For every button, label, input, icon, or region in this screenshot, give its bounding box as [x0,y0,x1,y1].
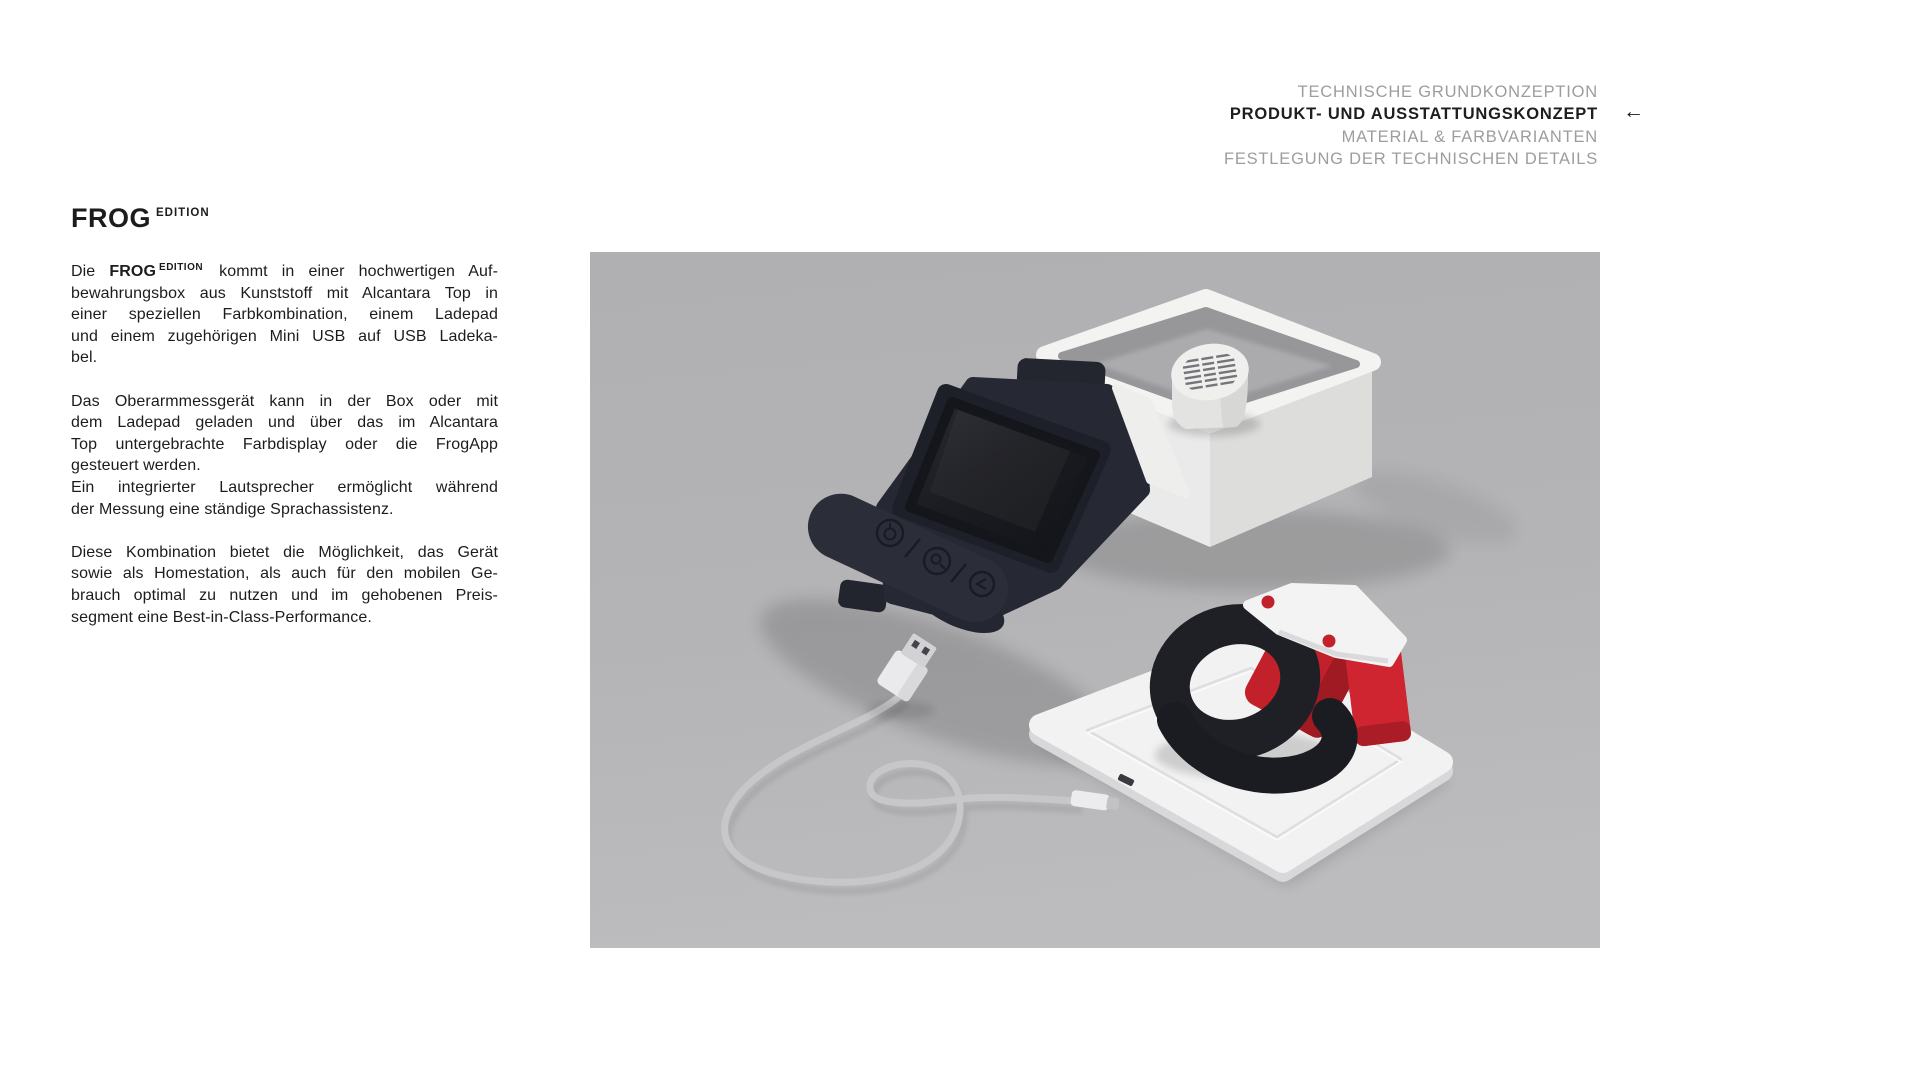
text-line: der Messung eine ständige Sprachassistenz. [71,500,394,518]
paragraph-3 [71,542,498,628]
nav-item-produkt-und-ausstattungskonzept[interactable] [1224,100,1644,125]
paragraph-1 [71,257,498,369]
text-line: einer speziellen Farbkombination, einem Ladepad [71,306,498,324]
nav-item-label: FESTLEGUNG DER TECHNISCHEN DETAILS [1223,150,1598,169]
text-line: bewahrungsbox aus Kunststoff mit Alcantara Top in [71,284,498,302]
page-title [71,198,498,233]
text-segment: kommt in einer hochwertigen Auf- [205,263,498,280]
active-section-arrow-icon: ← [1623,100,1644,124]
text-line: bel. [71,349,98,367]
text-line: sowie als Homestation, als auch für den mobilen Ge- [71,565,498,583]
text-line: gesteuert werden. [71,457,201,475]
text-line: segment eine Best-in-Class-Performance. [71,608,372,626]
product-render-figure [590,252,1600,948]
nav-item-label: PRODUKT- UND AUSSTATTUNGSKONZEPT [1229,105,1598,124]
section-nav [1223,81,1644,171]
text-line: Ein integrierter Lautsprecher ermöglicht während [71,478,498,496]
text-line [71,257,498,283]
page-title-brand: FROG [71,203,151,233]
nav-item-technische-grundkonzeption[interactable] [1224,81,1598,103]
nav-item-material-und-farbvarianten[interactable] [1224,126,1598,148]
text-line: Top untergebrachte Farbdisplay oder die FrogApp [71,435,498,453]
text-line: und einem zugehörigen Mini USB auf USB Ladeka- [71,327,498,345]
paragraph-2 [71,391,498,521]
article [71,198,498,628]
nav-item-label: MATERIAL & FARBVARIANTEN [1341,127,1598,146]
text-line: brauch optimal zu nutzen und im gehobenen Preis- [71,586,498,604]
page-title-suffix: EDITION [156,207,210,219]
body-copy [71,257,498,628]
text-segment: Die [71,263,110,280]
text-line: Diese Kombination bietet die Möglichkeit, das Gerät [71,543,498,561]
device-button-red [1262,596,1275,609]
product-render [590,252,1600,948]
nav-item-festlegung-der-technischen-details[interactable] [1224,148,1598,170]
nav-item-label: TECHNISCHE GRUNDKONZEPTION [1297,83,1598,101]
brand-name: FROG [109,263,157,280]
device-button-red [1323,635,1336,648]
brand-suffix: EDITION [159,262,204,273]
text-line: dem Ladepad geladen und über das im Alcantara [71,414,498,432]
text-line: Das Oberarmmessgerät kann in der Box oder mit [71,392,498,410]
